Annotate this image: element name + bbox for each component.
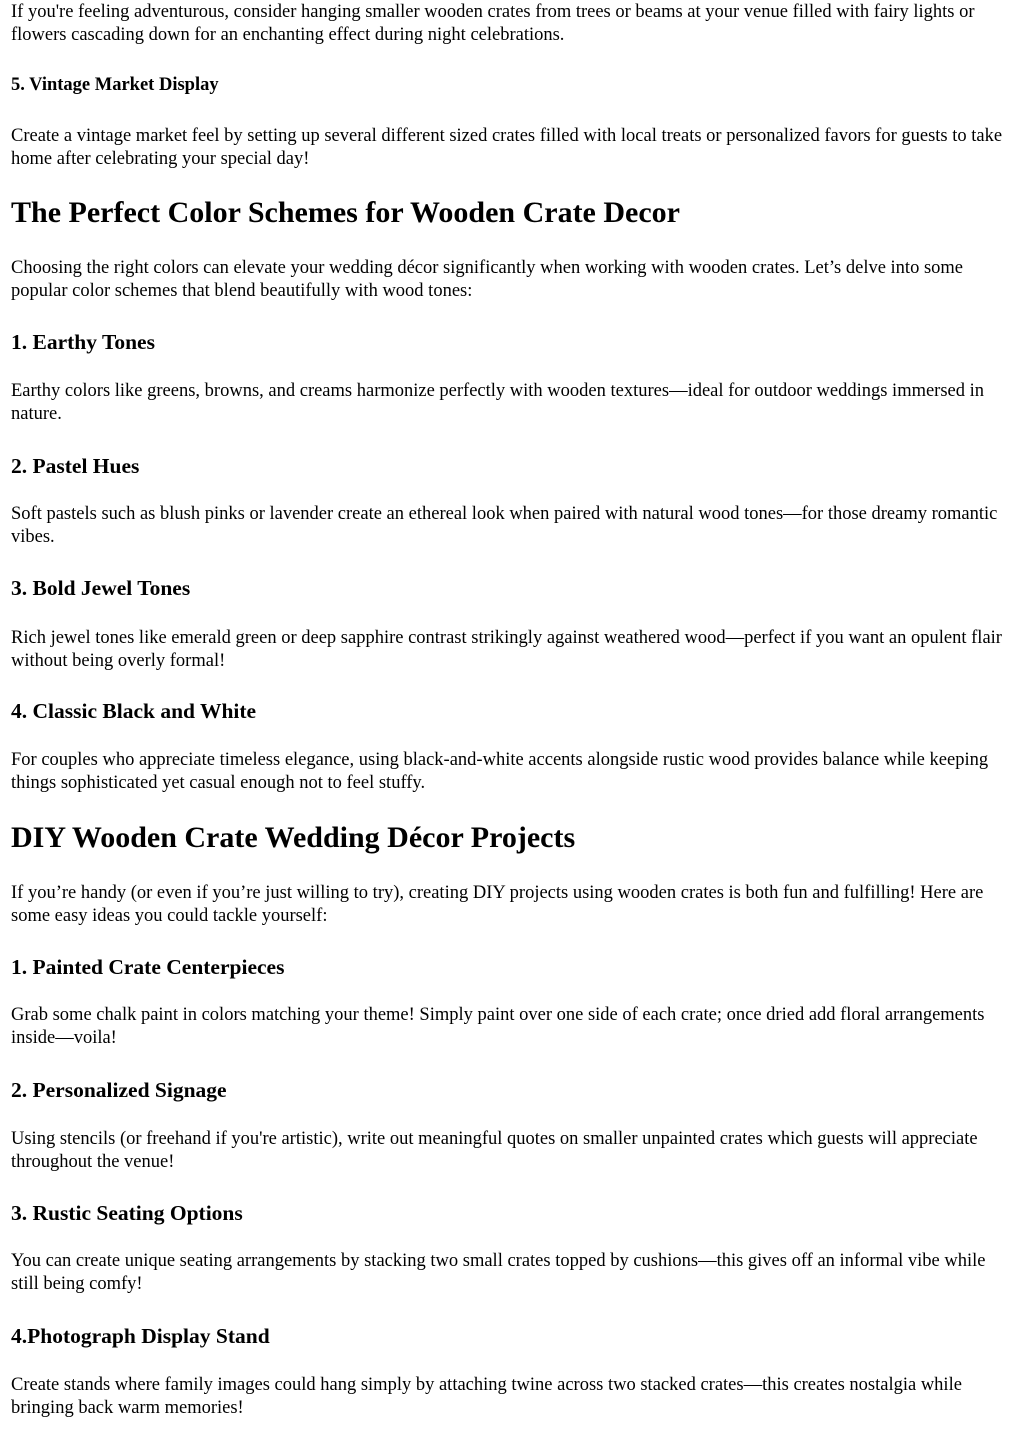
photograph-display-heading: 4.Photograph Display Stand [11, 1324, 270, 1348]
diy-projects-intro: If you’re handy (or even if you’re just willing to try), creating DIY projects using wooden crates is both fun and fulfilling! Here are some easy ideas you could tackle yourself: [11, 883, 984, 926]
earthy-tones-heading: 1. Earthy Tones [11, 330, 155, 354]
color-schemes-intro: Choosing the right colors can elevate your wedding décor significantly when working with wooden crates. Let’s delve into some popular color schemes that blend beautifully with wood tones: [11, 258, 964, 301]
earthy-tones-text: Earthy colors like greens, browns, and creams harmonize perfectly with wooden textures—ideal for outdoor weddings immersed in nature. [11, 381, 985, 424]
painted-crate-heading: 1. Painted Crate Centerpieces [11, 955, 285, 979]
personalized-signage-text: Using stencils (or freehand if you're artistic), write out meaningful quotes on smaller unpainted crates which guests will appreciate throughout the venue! [11, 1129, 978, 1172]
personalized-signage-heading: 2. Personalized Signage [11, 1078, 227, 1102]
color-schemes-heading: The Perfect Color Schemes for Wooden Crate Decor [11, 196, 680, 229]
painted-crate-text: Grab some chalk paint in colors matching your theme! Simply paint over one side of each crate; once dried add floral arrangements inside—voila! [11, 1005, 985, 1048]
classic-black-white-heading: 4. Classic Black and White [11, 699, 257, 723]
diy-projects-heading: DIY Wooden Crate Wedding Décor Projects [11, 821, 576, 854]
photograph-display-text: Create stands where family images could hang simply by attaching twine across two stacked crates—this creates nostalgia while bringing back warm memories! [11, 1375, 962, 1418]
intro-paragraph: If you're feeling adventurous, consider hanging smaller wooden crates from trees or beams at your venue filled with fairy lights or flowers cascading down for an enchanting effect during night celebrations. [11, 2, 975, 45]
rustic-seating-text: You can create unique seating arrangements by stacking two small crates topped by cushions—this gives off an informal vibe while still being comfy! [11, 1251, 986, 1294]
rustic-seating-heading: 3. Rustic Seating Options [11, 1201, 243, 1225]
bold-jewel-tones-text: Rich jewel tones like emerald green or deep sapphire contrast strikingly against weathered wood—perfect if you want an opulent flair without being overly formal! [11, 628, 1002, 671]
classic-black-white-text: For couples who appreciate timeless elegance, using black-and-white accents alongside rustic wood provides balance while keeping things sophisticated yet casual enough not to feel stuffy. [11, 750, 989, 793]
vintage-market-heading: 5. Vintage Market Display [11, 75, 219, 95]
bold-jewel-tones-heading: 3. Bold Jewel Tones [11, 576, 191, 600]
pastel-hues-text: Soft pastels such as blush pinks or lavender create an ethereal look when paired with natural wood tones—for those dreamy romantic vibes. [11, 504, 998, 547]
pastel-hues-heading: 2. Pastel Hues [11, 454, 140, 478]
vintage-market-text: Create a vintage market feel by setting up several different sized crates filled with local treats or personalized favors for guests to take home after celebrating your special day! [11, 126, 1003, 169]
